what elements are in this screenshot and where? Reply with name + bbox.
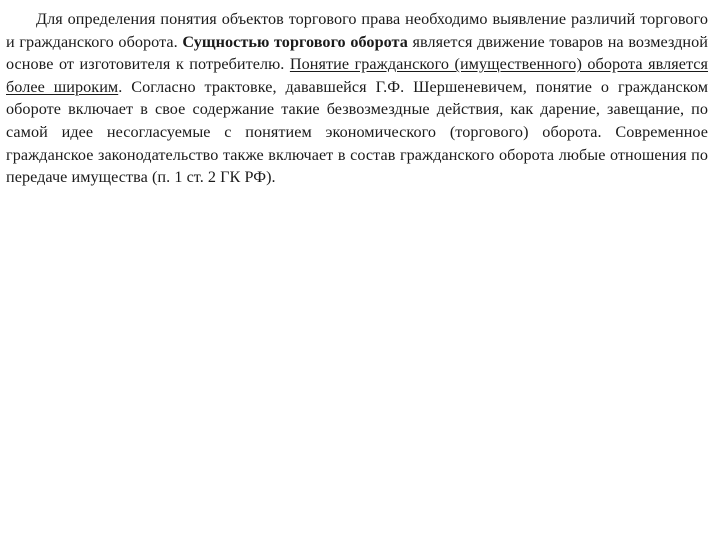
paragraph-text-conclusion: . Согласно трактовке, дававшейся Г.Ф. Шершеневичем, понятие о гражданском обороте включает в свое содержание такие безвозмездные действия, как дарение, завещание, по самой идее несогласуемые с понятием экономического (торгового) оборота. Современное гражданское законодательство также включает в состав гражданского оборота любые отношения по передаче имущества (п. 1 ст. 2 ГК РФ).	[6, 77, 708, 187]
underlined-statement-civil-turnover: Понятие гражданского (имущественного) оборота является более широким	[6, 55, 709, 96]
paragraph-text-definition: является движение товаров на возмездной основе от изготовителя к потребителю.	[6, 32, 708, 74]
paragraph-text-intro: Для определения понятия объектов торгового права необходимо выявление различий торгового и гражданского оборота.	[6, 10, 708, 51]
bold-term-trade-turnover: Сущностью торгового оборота	[182, 32, 408, 51]
body-paragraph	[6, 8, 708, 189]
